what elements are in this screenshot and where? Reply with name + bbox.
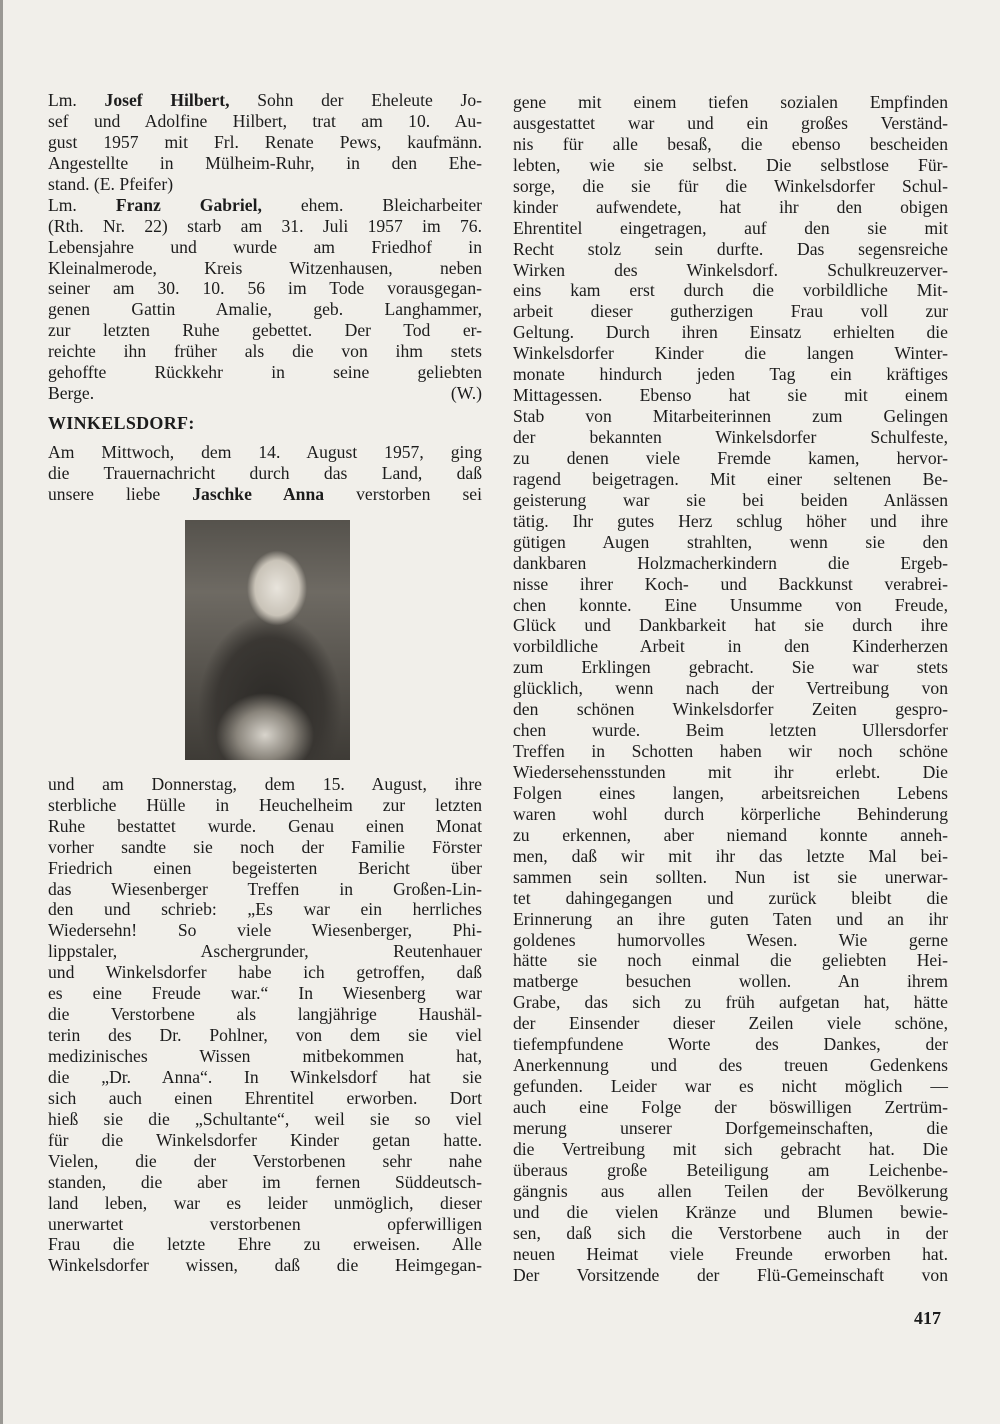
text-line: Geltung. Durch ihren Einsatz erhielten die	[513, 322, 948, 343]
text-line: Winkelsdorfer wissen, daß die Heimgegan-	[48, 1255, 482, 1276]
text-line: sen, daß sich die Verstorbene auch in der	[513, 1222, 948, 1243]
text-line: lebten, wie sie selbst. Die selbstlose Für-	[513, 154, 948, 175]
paragraph	[48, 195, 482, 404]
text-line: Stab von Mitarbeiterinnen zum Gelingen	[513, 406, 948, 427]
text-line: neuen Heimat viele Freunde erworben hat.	[513, 1243, 948, 1264]
paragraph	[513, 92, 948, 1285]
text-line: und Winkelsdorfer habe ich getroffen, daß	[48, 962, 482, 983]
text-line: Lebensjahre und wurde am Friedhof in	[48, 236, 482, 257]
text-line: sammen sein sollten. Nun ist sie unerwar-	[513, 866, 948, 887]
bold-name: Franz Gabriel,	[115, 194, 262, 215]
text-line: den und schrieb: „Es war ein herrliches	[48, 899, 482, 920]
text-line: waren wohl durch körperliche Behinderung	[513, 803, 948, 824]
right-column	[513, 92, 948, 1285]
text-line: Frau die letzte Ehre zu erweisen. Alle	[48, 1234, 482, 1255]
text-line: eins kam erst durch die vorbildliche Mit-	[513, 280, 948, 301]
bold-name: Jaschke Anna	[192, 483, 325, 504]
text-line: die Vertreibung mit sich gebracht hat. Die	[513, 1138, 948, 1159]
text-line: unerwartet verstorbenen opferwilligen	[48, 1213, 482, 1234]
paragraph	[48, 442, 482, 505]
section-heading: WINKELSDORF:	[48, 413, 195, 434]
text-line: auch eine Folge der böswilligen Zertrüm-	[513, 1097, 948, 1117]
text-line: lippstaler, Aschergrunder, Reutenhauer	[48, 941, 482, 962]
text-line: Ehrentitel eingetragen, auf den sie mit	[513, 217, 948, 238]
text-segment: Lm.	[48, 194, 116, 215]
text-line: sef und Adolfine Hilbert, trat am 10. Au-	[48, 110, 482, 131]
text-line: dankbaren Holzmacherkindern die Ergeb-	[513, 552, 948, 573]
text-line: Wiedersehensstunden mit ihr erlebt. Die	[513, 762, 948, 782]
text-line: gütigen Augen strahlten, wenn sie den	[513, 531, 948, 552]
text-line: hieß sie die „Schultante“, weil sie so viel	[48, 1108, 482, 1129]
text-line: hätte sie noch einmal die geliebten Hei-	[513, 950, 948, 971]
text-line: die Verstorbene als langjährige Haushäl-	[48, 1004, 482, 1025]
text-line: Wiedersehn! So viele Wiesenberger, Phi-	[48, 920, 482, 941]
text-line: glücklich, wenn nach der Vertreibung von	[513, 678, 948, 699]
bold-name: Josef Hilbert,	[104, 90, 230, 110]
text-line: Mittagessen. Ebenso hat sie mit einem	[513, 385, 948, 406]
text-line: terin des Dr. Pohlner, von dem sie viel	[48, 1025, 482, 1046]
text-line: sterbliche Hülle in Heuchelheim zur letzten	[48, 794, 482, 815]
text-line: es eine Freude war.“ In Wiesenberg war	[48, 983, 482, 1004]
text-line: gehoffte Rückkehr in seine geliebten	[48, 362, 482, 383]
text-line: für die Winkelsdorfer Kinder getan hatte.	[48, 1129, 482, 1150]
text-line: chen konnte. Eine Unsumme von Freude,	[513, 594, 948, 615]
text-line: monate hindurch jeden Tag ein kräftiges	[513, 364, 948, 385]
text-line: Treffen in Schotten haben wir noch schöne	[513, 741, 948, 762]
portrait-photo	[185, 520, 350, 760]
text-line: arbeit dieser gutherzigen Frau voll zur	[513, 301, 948, 322]
text-line: Folgen eines langen, arbeitsreichen Lebens	[513, 782, 948, 803]
text-line: Glück und Dankbarkeit hat sie durch ihre	[513, 615, 948, 636]
text-line: merung unserer Dorfgemeinschaften, die	[513, 1117, 948, 1138]
text-line: vorbildliche Arbeit in den Kinderherzen	[513, 636, 948, 657]
text-line: der Einsender dieser Zeilen viele schöne,	[513, 1013, 948, 1034]
text-line: Recht stolz sein durfte. Das segensreiche	[513, 238, 948, 259]
text-line: Anerkennung und des treuen Gedenkens	[513, 1055, 948, 1076]
text-line: Winkelsdorfer Kinder die langen Winter-	[513, 343, 948, 364]
text-line: gefunden. Leider war es nicht möglich —	[513, 1076, 948, 1097]
text-line: seiner am 30. 10. 56 im Tode vorausgegan-	[48, 278, 482, 299]
text-line: zur letzten Ruhe gebettet. Der Tod er-	[48, 320, 482, 341]
text-line: das Wiesenberger Treffen in Großen-Lin-	[48, 878, 482, 899]
text-line: goldenes humorvolles Wesen. Wie gerne	[513, 929, 948, 950]
text-line: chen wurde. Beim letzten Ullersdorfer	[513, 720, 948, 741]
text-line: zum Erklingen gebracht. Sie war stets	[513, 657, 948, 678]
text-line: nis für alle besaß, die ebenso bescheiden	[513, 133, 948, 154]
text-line: Friedrich einen begeisterten Bericht über	[48, 857, 482, 878]
text-line: gust 1957 mit Frl. Renate Pews, kaufmänn.	[48, 131, 482, 152]
text-line: vorher sandte sie noch der Familie Förster	[48, 836, 482, 857]
paragraph	[48, 774, 482, 1277]
text-line: tet dahingegangen und zurück bleibt die	[513, 887, 948, 908]
text-line: die Trauernachricht durch das Land, daß	[48, 462, 482, 483]
text-line: standen, die aber im fernen Süddeutsch-	[48, 1171, 482, 1192]
text-segment: Lm.	[48, 90, 105, 110]
text-line: Vielen, die der Verstorbenen sehr nahe	[48, 1150, 482, 1171]
text-line: matberge besuchen wollen. An ihrem	[513, 971, 948, 992]
text-line: und die vielen Kränze und Blumen bewie-	[513, 1201, 948, 1222]
text-line: ragend beigetragen. Mit einer seltenen Be-	[513, 468, 948, 489]
page-edge	[0, 0, 3, 1424]
text-line: Erinnerung an ihre guten Taten und an ihr	[513, 908, 948, 929]
text-line: und am Donnerstag, dem 15. August, ihre	[48, 773, 482, 794]
text-line	[48, 90, 482, 111]
text-line: gene mit einem tiefen sozialen Empfinden	[513, 92, 948, 112]
text-line: kinder aufwendete, hat ihr den obigen	[513, 196, 948, 217]
text-line: sorge, die sie für die Winkelsdorfer Schul-	[513, 175, 948, 196]
text-segment: verstorben sei	[324, 483, 482, 504]
text-line: Berge. (W.)	[48, 383, 482, 404]
text-segment: ehem. Bleicharbeiter	[261, 194, 483, 215]
left-column	[48, 90, 482, 1276]
text-line: nisse ihrer Koch- und Backkunst verabrei-	[513, 573, 948, 594]
text-line	[48, 195, 482, 216]
page-number: 417	[914, 1308, 941, 1328]
text-line: geisterung war sie bei beiden Anlässen	[513, 489, 948, 510]
text-line: zu erkennen, aber niemand konnte anneh-	[513, 824, 948, 845]
text-line: Am Mittwoch, dem 14. August 1957, ging	[48, 442, 482, 463]
text-segment: Sohn der Eheleute Jo-	[229, 90, 482, 110]
text-line: den schönen Winkelsdorfer Zeiten gespro-	[513, 699, 948, 720]
text-line: reichte ihn früher als die von ihm stets	[48, 341, 482, 362]
text-line: die „Dr. Anna“. In Winkelsdorf hat sie	[48, 1066, 482, 1087]
text-line: tiefempfundene Worte des Dankes, der	[513, 1034, 948, 1055]
text-line: genen Gattin Amalie, geb. Langhammer,	[48, 299, 482, 320]
text-line: medizinisches Wissen mitbekommen hat,	[48, 1046, 482, 1067]
text-line: ausgestattet war und ein großes Verständ-	[513, 112, 948, 133]
text-line: überaus große Beteiligung am Leichenbe-	[513, 1159, 948, 1180]
text-line: Ruhe bestattet wurde. Genau einen Monat	[48, 815, 482, 836]
text-line	[48, 484, 482, 505]
text-line: der bekannten Winkelsdorfer Schulfeste,	[513, 427, 948, 447]
text-line: Kleinalmerode, Kreis Witzenhausen, neben	[48, 257, 482, 278]
text-line: Angestellte in Mülheim-Ruhr, in den Ehe-	[48, 152, 482, 173]
text-line: tätig. Ihr gutes Herz schlug höher und ihre	[513, 510, 948, 531]
text-line: men, daß wir mit ihr das letzte Mal bei-	[513, 845, 948, 866]
text-segment: unsere liebe	[48, 483, 193, 504]
text-line: Der Vorsitzende der Flü-Gemeinschaft von	[513, 1264, 948, 1285]
text-line: land leben, war es leider unmöglich, dieser	[48, 1192, 482, 1213]
text-line: (Rth. Nr. 22) starb am 31. Juli 1957 im 76.	[48, 215, 482, 236]
paragraph	[48, 90, 482, 195]
text-line: stand. (E. Pfeifer)	[48, 173, 174, 194]
text-line: Grabe, das sich zu früh aufgetan hat, hätte	[513, 992, 948, 1013]
text-line: sich auch einen Ehrentitel erworben. Dort	[48, 1087, 482, 1108]
text-line: gängnis aus allen Teilen der Bevölkerung	[513, 1180, 948, 1201]
text-line: zu denen viele Fremde kamen, hervor-	[513, 447, 948, 468]
text-line: Wirken des Winkelsdorf. Schulkreuzerver-	[513, 259, 948, 280]
